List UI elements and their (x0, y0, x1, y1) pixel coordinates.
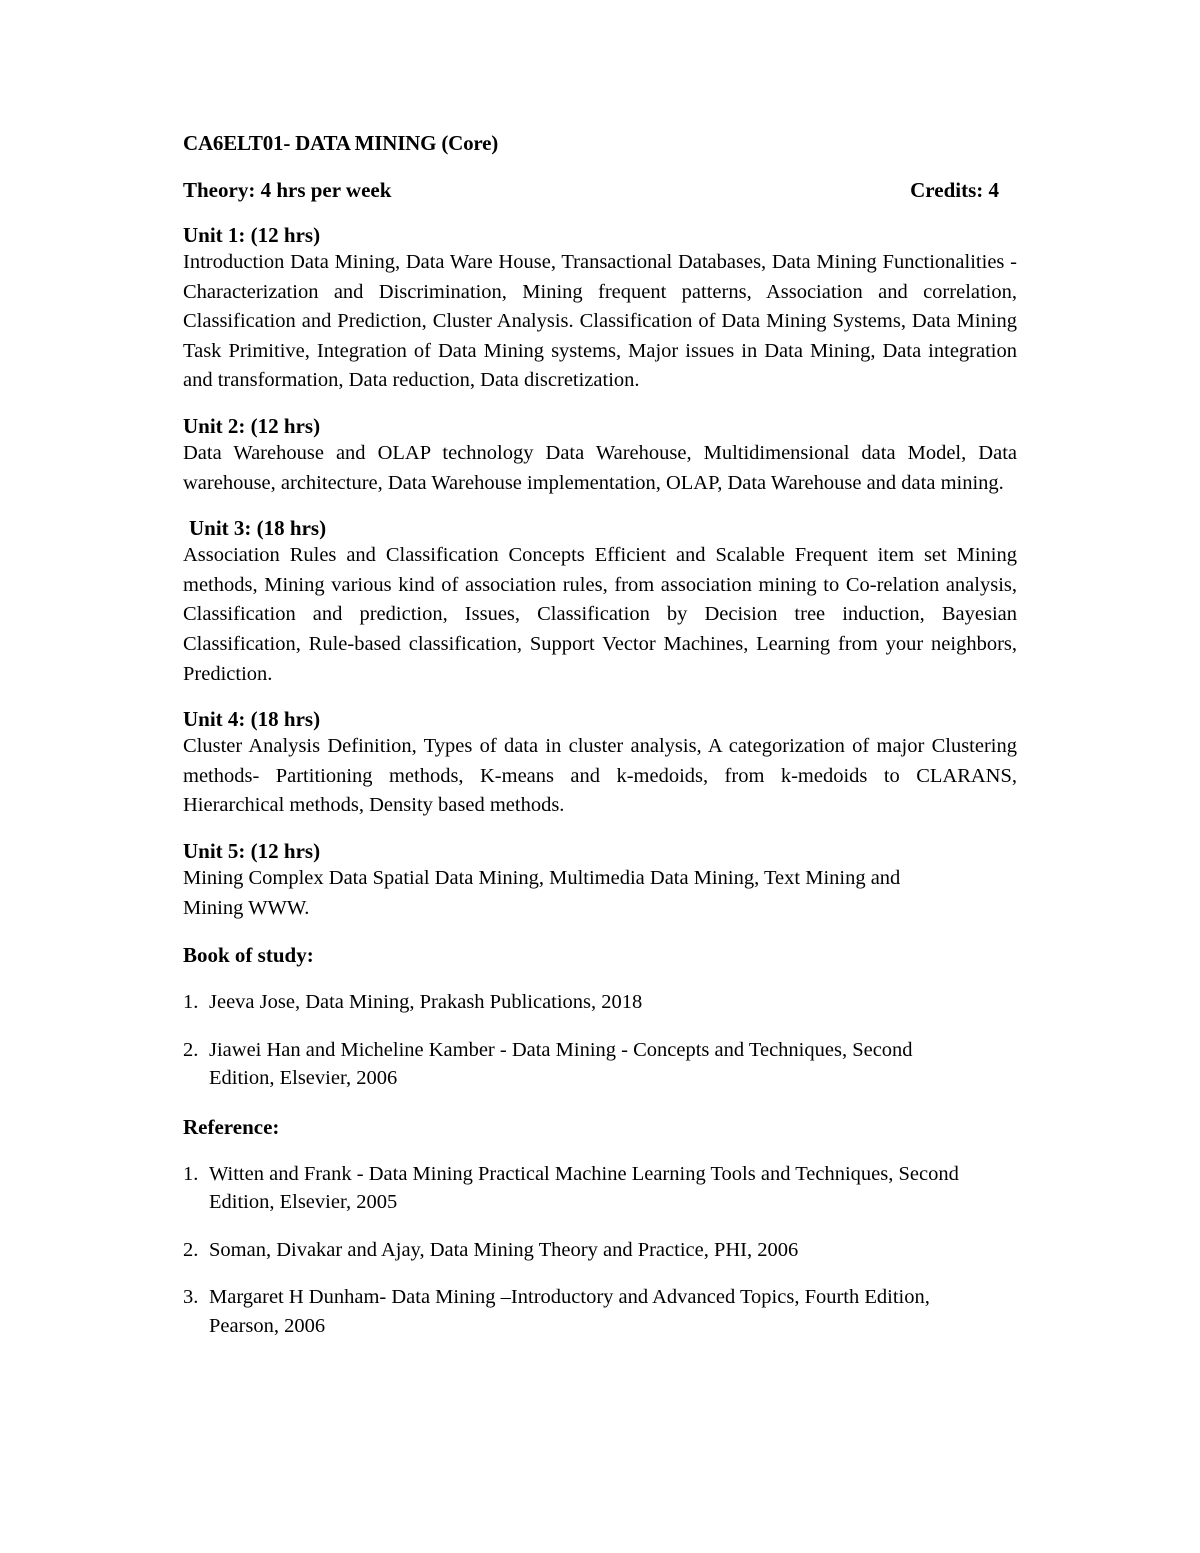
list-text: Soman, Divakar and Ajay, Data Mining Theory and Practice, PHI, 2006 (209, 1238, 799, 1261)
reference-heading: Reference: (183, 1114, 280, 1139)
credits: Credits: 4 (910, 178, 999, 202)
list-number: 2. (183, 1238, 199, 1261)
unit-5 (183, 838, 1017, 923)
unit-heading: Unit 3: (18 hrs) (189, 516, 327, 541)
unit-body: Cluster Analysis Definition, Types of data in cluster analysis, A categorization of major Clustering methods- Partitioning methods, K-means and k-medoids, from k-medoids to CLARANS, Hierarchical methods, Density based methods. (183, 735, 1017, 817)
reference-list (183, 1160, 1017, 1341)
unit-heading: Unit 4: (18 hrs) (183, 707, 321, 732)
list-text: Witten and Frank - Data Mining Practical Machine Learning Tools and Techniques, Second Edition, Elsevier, 2005 (209, 1162, 959, 1214)
course-title: CA6ELT01- DATA MINING (Core) (183, 131, 499, 155)
list-text: Margaret H Dunham- Data Mining –Introductory and Advanced Topics, Fourth Edition, Pearson, 2006 (209, 1286, 930, 1337)
list-item (183, 1160, 1017, 1217)
list-number: 2. (183, 1038, 199, 1061)
book-of-study-list (183, 988, 1017, 1093)
unit-body: Data Warehouse and OLAP technology Data Warehouse, Multidimensional data Model, Data warehouse, architecture, Data Warehouse implementation, OLAP, Data Warehouse and data mining. (183, 441, 1017, 494)
theory-hours: Theory: 4 hrs per week (183, 178, 392, 202)
list-item (183, 1236, 1017, 1265)
unit-heading: Unit 2: (12 hrs) (183, 413, 321, 438)
unit-heading: Unit 1: (12 hrs) (183, 223, 321, 247)
list-number: 1. (183, 1162, 199, 1185)
book-of-study-heading: Book of study: (183, 943, 314, 968)
list-item (183, 988, 1017, 1017)
unit-4 (183, 706, 1017, 821)
list-text: Jeeva Jose, Data Mining, Prakash Publications, 2018 (209, 991, 643, 1014)
unit-3 (183, 515, 1017, 689)
unit-body: Mining Complex Data Spatial Data Mining, Multimedia Data Mining, Text Mining and Mining WWW. (183, 866, 901, 919)
list-text: Jiawei Han and Micheline Kamber - Data Mining - Concepts and Techniques, Second Edition, Elsevier, 2006 (209, 1038, 913, 1090)
unit-body: Introduction Data Mining, Data Ware House, Transactional Databases, Data Mining Functionalities - Characterization and Discrimination, Mining frequent patterns, Association and correlation, Classification and Prediction, Cluster Analysis. Classification of Data Mining Systems, Data Mining Task Primitive, Integration of Data Mining systems, Major issues in Data Mining, Data integration and transformation, Data reduction, Data discretization. (183, 251, 1017, 392)
course-meta-row (183, 175, 1017, 205)
unit-heading: Unit 5: (12 hrs) (183, 838, 321, 863)
list-item (183, 1283, 1017, 1340)
unit-body: Association Rules and Classification Concepts Efficient and Scalable Frequent item set Mining methods, Mining various kind of association rules, from association mining to Co-relation analysis, Classification and prediction, Issues, Classification by Decision tree induction, Bayesian Classification, Rule-based classification, Support Vector Machines, Learning from your neighbors, Prediction. (183, 544, 1017, 685)
list-number: 1. (183, 991, 199, 1014)
unit-2 (183, 413, 1017, 498)
syllabus-page (183, 128, 1017, 1359)
unit-1 (183, 222, 1017, 396)
list-number: 3. (183, 1286, 199, 1309)
list-item (183, 1036, 1017, 1093)
